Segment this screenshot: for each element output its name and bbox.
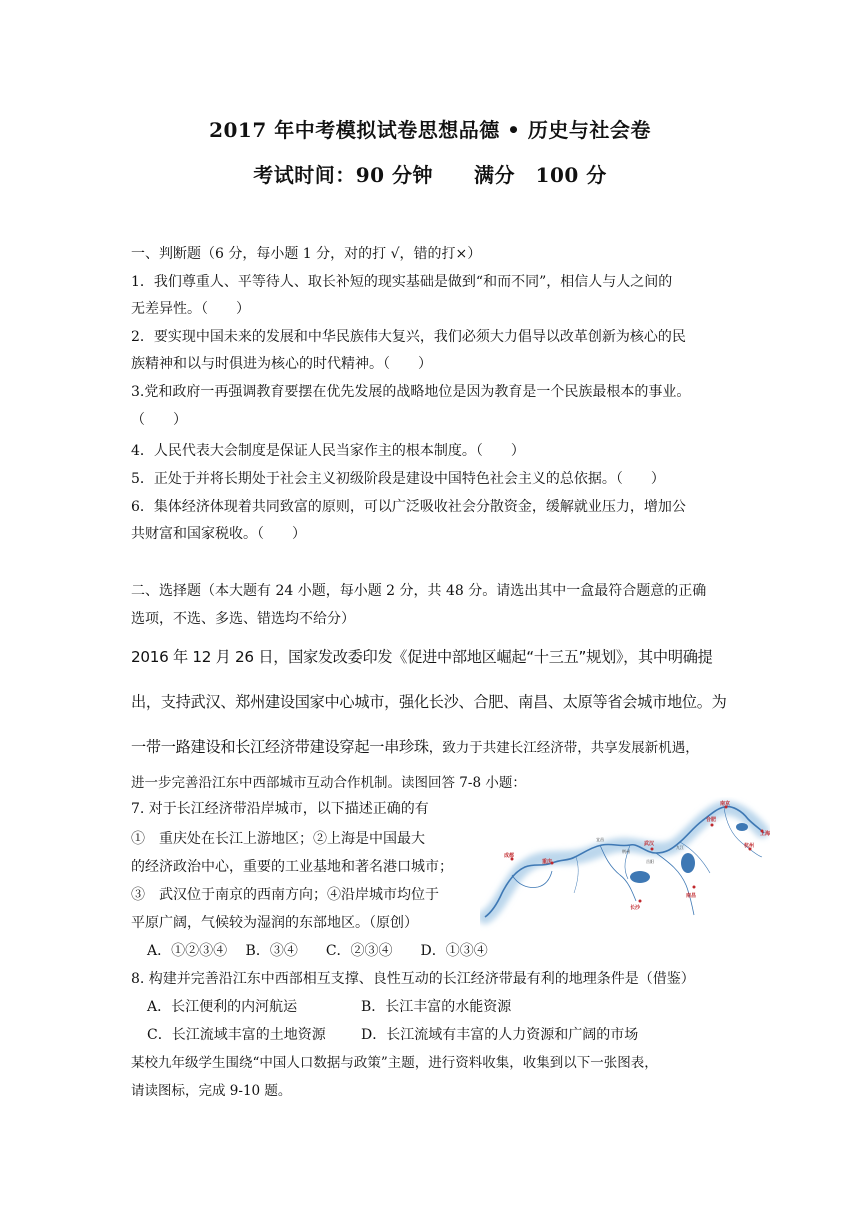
passage-line3 <box>131 737 731 758</box>
yangtze-river-map <box>480 797 770 937</box>
city-label-shanghai: 上海 <box>760 831 770 837</box>
city-label-nanchang: 南昌 <box>686 893 697 899</box>
question-8-option-b: B．长江丰富的水能资源 <box>361 999 512 1015</box>
question-8-option-c: C．长江流域丰富的土地资源 <box>147 1027 326 1043</box>
passage-line3-part1: 一带一路建设和长江经济带建设穿起一串珍珠 <box>131 738 429 756</box>
question-7-line2: ① 重庆处在长江上游地区；②上海是中国最大 <box>131 831 425 847</box>
dongting-lake <box>630 871 650 883</box>
city-label-chengdu: 成都 <box>504 853 515 859</box>
passage-line2: 出，支持武汉、郑州建设国家中心城市，强化长沙、合肥、南昌、太原等省会城市地位。为 <box>131 693 727 711</box>
city-label-changsha: 长沙 <box>630 905 641 911</box>
taihu-lake <box>736 823 748 831</box>
section2-heading-line1: 二、选择题（本大题有 24 小题，每小题 2 分，共 48 分。请选出其中一盒最符合题意的正确 <box>131 583 707 599</box>
question-1-line2: 无差异性。（ ） <box>131 301 250 317</box>
question-6-line1: 6．集体经济体现着共同致富的原则，可以广泛吸收社会分散资金，缓解就业压力，增加公 <box>131 499 686 515</box>
poyang-lake <box>681 853 695 873</box>
city-label-jiujiang: 九江 <box>676 845 684 850</box>
city-marker <box>693 886 696 889</box>
question-8: 8. 构建并完善沿江东中西部相互支撑、良性互动的长江经济带最有利的地理条件是（借鉴） <box>131 971 695 987</box>
section2-heading-line2: 选项，不选、多选、错选均不给分） <box>131 611 355 627</box>
question-3-line1: 3.党和政府一再强调教育要摆在优先发展的战略地位是因为教育是一个民族最根本的事业。 <box>131 384 691 400</box>
city-label-yichang: 宜昌 <box>596 837 604 842</box>
city-label-nanjing: 南京 <box>720 801 731 807</box>
question-1-line1: 1．我们尊重人、平等待人、取长补短的现实基础是做到“和而不同”，相信人与人之间的 <box>131 274 673 290</box>
question-8-option-d: D．长江流域有丰富的人力资源和广阔的市场 <box>361 1027 639 1043</box>
city-label-chongqing: 重庆 <box>542 859 553 865</box>
question-6-line2: 共财富和国家税收。（ ） <box>131 526 306 542</box>
question-4: 4．人民代表大会制度是保证人民当家作主的根本制度。（ ） <box>131 443 525 459</box>
question-3-line2: （ ） <box>131 412 187 428</box>
question-7-options: A．①②③④ B．③④ C．②③④ D．①③④ <box>147 943 488 959</box>
city-label-yueyang: 岳阳 <box>646 859 654 864</box>
city-marker <box>711 824 714 827</box>
city-label-hangzhou: 杭州 <box>744 843 755 849</box>
question-7-line5: 平原广阔，气候较为湿润的东部地区。（原创） <box>131 915 418 931</box>
question-7-line1: 7. 对于长江经济带沿岸城市，以下描述正确的有 <box>131 801 429 817</box>
exam-time-score: 考试时间：90 分钟 满分 100 分 <box>253 163 607 187</box>
passage-line1: 2016 年 12 月 26 日，国家发改委印发《促进中部地区崛起“十三五”规划》，其中明确提 <box>131 648 713 666</box>
passage-line6: 请读图标，完成 9-10 题。 <box>131 1083 292 1099</box>
question-2-line1: 2．要实现中国未来的发展和中华民族伟大复兴，我们必须大力倡导以改革创新为核心的民 <box>131 329 686 345</box>
city-label-hefei: 合肥 <box>706 817 717 823</box>
section1-heading: 一、判断题（6 分，每小题 1 分，对的打 √，错的打×） <box>131 246 482 262</box>
question-2-line2: 族精神和以与时俱进为核心的时代精神。（ ） <box>131 356 432 372</box>
city-label-jingzhou: 荆州 <box>622 849 630 854</box>
city-label-wuhan: 武汉 <box>644 841 655 847</box>
exam-title: 2017 年中考模拟试卷思想品德 • 历史与社会卷 <box>209 118 651 142</box>
passage-line3-part2: ，致力于共建长江经济带，共享发展新机遇， <box>428 740 699 756</box>
river-glow <box>485 808 762 917</box>
city-marker <box>651 848 654 851</box>
question-7-line4: ③ 武汉位于南京的西南方向；④沿岸城市均位于 <box>131 887 439 903</box>
question-7-line3: 的经济政治中心，重要的工业基地和著名港口城市； <box>131 859 453 875</box>
city-marker <box>639 900 642 903</box>
question-8-option-a: A．长江便利的内河航运 <box>147 999 298 1015</box>
passage-line5: 某校九年级学生围绕“中国人口数据与政策”主题，进行资料收集，收集到以下一张图表， <box>131 1055 658 1071</box>
passage-line4: 进一步完善沿江东中西部城市互动合作机制。读图回答 7-8 小题： <box>131 775 526 791</box>
question-5: 5．正处于并将长期处于社会主义初级阶段是建设中国特色社会主义的总依据。（ ） <box>131 471 665 487</box>
